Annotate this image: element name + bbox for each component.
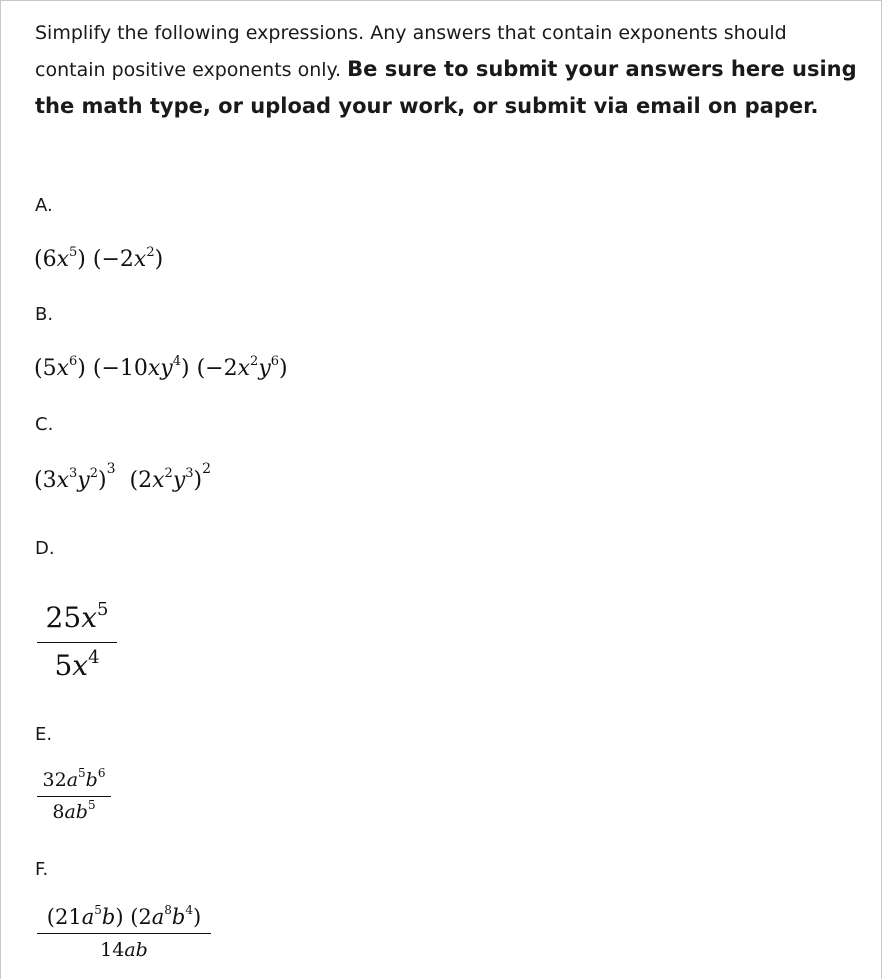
problem-c-label: C. — [35, 414, 54, 435]
b-exp-1: 6 — [69, 354, 78, 369]
problem-a-expression — [34, 247, 163, 272]
a-term-1: (6 — [34, 247, 57, 272]
d-den-exp: 4 — [88, 647, 100, 668]
e-denominator — [37, 798, 111, 823]
problem-b-label: B. — [35, 304, 54, 325]
b-exp-4: 6 — [270, 354, 280, 369]
f-numerator — [37, 905, 211, 929]
f-exp-1: 5 — [94, 903, 102, 917]
f-var-b: b — [101, 905, 116, 929]
f-den-var: ab — [124, 939, 148, 961]
b-var-xy: xy — [147, 356, 173, 381]
c-exp-3: 2 — [164, 466, 173, 481]
instruction-line-3: the math type, or upload your work, or submit via email on paper. — [35, 94, 819, 118]
c-power-2: 2 — [202, 461, 212, 477]
b-term-1: (5 — [34, 356, 57, 381]
d-fraction-bar — [37, 642, 117, 643]
c-term-3: (2 — [129, 468, 153, 493]
a-exp-2: 2 — [146, 245, 155, 260]
c-var-y2: y — [172, 468, 186, 493]
instructions — [35, 15, 855, 124]
b-term-4: ) — [279, 356, 288, 381]
a-var-x: x — [56, 247, 70, 272]
a-term-3: ) — [154, 247, 164, 272]
d-denominator — [37, 649, 117, 682]
instruction-bold-text: Be sure to submit your answers here using — [347, 57, 857, 81]
a-var-x2: x — [133, 247, 147, 272]
a-exp-1: 5 — [69, 245, 78, 260]
problem-b-expression — [34, 356, 288, 381]
d-den-coef: 5 — [54, 649, 73, 682]
problem-f-fraction — [37, 905, 211, 961]
problem-d-fraction — [37, 601, 117, 682]
c-term-1: (3 — [34, 468, 57, 493]
problem-d-label: D. — [35, 538, 55, 559]
b-var-x2: x — [237, 356, 251, 381]
e-numerator — [37, 766, 111, 791]
f-exp-2: 8 — [164, 903, 172, 917]
instruction-line-1: Simplify the following expressions. Any answers that contain exponents should — [35, 22, 787, 44]
b-term-2: ) (−10 — [77, 356, 148, 381]
f-denominator — [37, 939, 211, 961]
d-den-var: x — [72, 649, 89, 682]
instruction-line-2 — [35, 51, 855, 88]
problem-c-expression — [34, 461, 212, 493]
b-exp-3: 2 — [250, 354, 259, 369]
instruction-regular-text: contain positive exponents only. — [35, 59, 348, 81]
problem-e-fraction — [37, 766, 111, 823]
e-num-var-b: b — [85, 769, 98, 791]
e-num-exp-2: 6 — [97, 766, 106, 780]
e-den-coef: 8 — [52, 801, 65, 823]
c-var-x2: x — [152, 468, 165, 493]
c-term-2: ) — [98, 468, 107, 493]
d-num-var: x — [81, 601, 97, 634]
c-exp-2: 2 — [89, 466, 99, 481]
problem-f-label: F. — [35, 859, 49, 880]
e-num-exp-1: 5 — [78, 766, 86, 780]
f-var-a2: a — [151, 905, 165, 929]
f-den-coef: 14 — [100, 939, 125, 961]
f-var-a: a — [81, 905, 95, 929]
e-num-coef: 32 — [42, 769, 67, 791]
f-num-3: ) — [193, 905, 202, 929]
c-term-4: ) — [193, 468, 203, 493]
f-fraction-bar — [37, 933, 211, 934]
b-exp-2: 4 — [172, 354, 182, 369]
e-num-var-a: a — [66, 769, 79, 791]
d-numerator — [37, 601, 117, 634]
problem-a-label: A. — [35, 195, 53, 216]
c-exp-1: 3 — [69, 466, 78, 481]
f-exp-3: 4 — [185, 903, 194, 917]
c-var-x: x — [56, 468, 70, 493]
e-den-exp: 5 — [87, 798, 96, 812]
e-fraction-bar — [37, 796, 111, 797]
b-term-3: ) (−2 — [181, 356, 238, 381]
e-den-var: ab — [64, 801, 88, 823]
c-exp-4: 3 — [185, 466, 194, 481]
b-var-x: x — [56, 356, 70, 381]
a-term-2: ) (−2 — [77, 247, 134, 272]
d-num-exp: 5 — [96, 599, 109, 620]
c-power-1: 3 — [106, 461, 116, 477]
f-num-1: (21 — [46, 905, 82, 929]
f-var-b2: b — [171, 905, 186, 929]
c-var-y: y — [77, 468, 90, 493]
b-var-y2: y — [258, 356, 271, 381]
f-num-2: ) (2 — [115, 905, 152, 929]
d-num-coef: 25 — [45, 601, 82, 634]
problem-e-label: E. — [35, 724, 53, 745]
